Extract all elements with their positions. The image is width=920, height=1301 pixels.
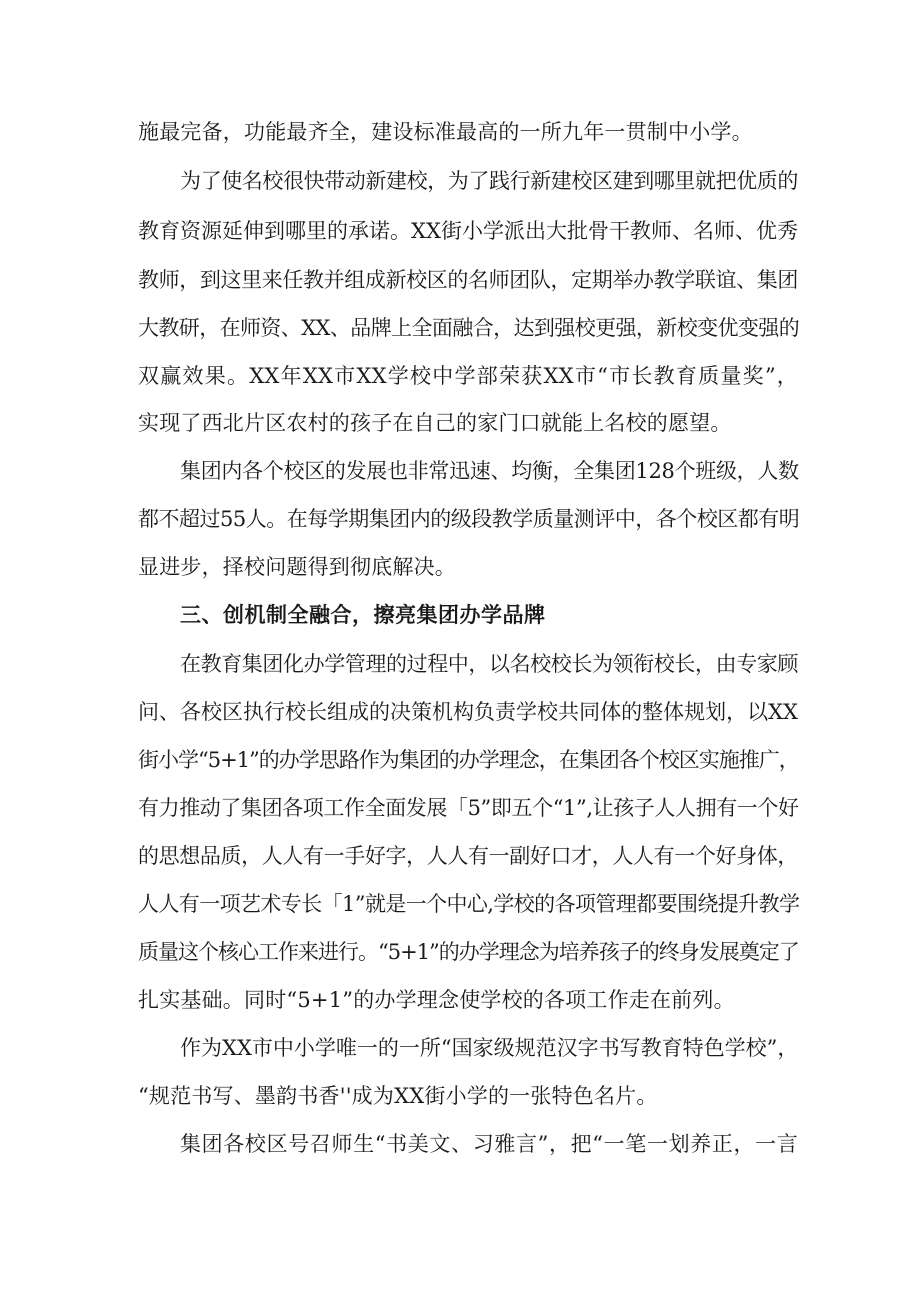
text-line: 施最完备，功能最齐全，建设标准最高的一所九年一贯制中小学。 [138,120,753,144]
text-line: 实现了西北片区农村的孩子在自己的家门口就能上名校的愿望。 [138,411,732,435]
section-heading: 三、创机制全融合，擦亮集团办学品牌 [180,603,546,627]
text-line: 显进步，择校问题得到彻底解决。 [138,555,456,579]
text-line: 质量这个核心工作来进行。“5+1”的办学理念为培养孩子的终身发展奠定了 [138,940,799,964]
paragraph-first-line: 集团各校区号召师生“书美文、习雅言”，把“一笔一划养正，一言 [180,1132,798,1156]
text-line: 的思想品质，人人有一手好字，人人有一副好口才，人人有一个好身体， [138,844,798,868]
text-line: 大教研，在师资、XX、品牌上全面融合，达到强校更强，新校变优变强的 [138,316,800,340]
text-line: 问、各校区执行校长组成的决策机构负责学校共同体的整体规划，以XX [138,700,798,724]
text-line: 有力推动了集团各项工作全面发展「5”即五个“1”,让孩子人人拥有一个好 [138,796,799,820]
text-line: “规范书写、墨韵书香''成为XX街小学的一张特色名片。 [138,1084,658,1108]
text-line: 人人有一项艺术专长「1”就是一个中心,学校的各项管理都要围绕提升教学 [138,892,800,916]
text-line: 街小学“5+1”的办学思路作为集团的办学理念，在集团各个校区实施推广， [138,748,799,772]
text-line: 都不超过55人。在每学期集团内的级段教学质量测评中，各个校区都有明 [138,507,800,531]
text-line: 扎实基础。同时“5+1”的办学理念使学校的各项工作走在前列。 [138,988,735,1012]
paragraph-first-line: 作为XX市中小学唯一的一所“国家级规范汉字书写教育特色学校”， [180,1036,799,1060]
text-line: 双赢效果。XX年XX市XX学校中学部荣获XX市“市长教育质量奖”， [138,364,798,388]
paragraph-first-line: 集团内各个校区的发展也非常迅速、均衡，全集团128个班级，人数 [180,459,799,483]
text-line: 教师，到这里来任教并组成新校区的名师团队，定期举办教学联谊、集团 [138,268,798,292]
paragraph-first-line: 在教育集团化办学管理的过程中，以名校校长为领衔校长，由专家顾 [180,652,798,676]
paragraph-first-line: 为了使名校很快带动新建校，为了践行新建校区建到哪里就把优质的 [180,169,798,193]
text-line: 教育资源延伸到哪里的承诺。XX街小学派出大批骨干教师、名师、优秀 [138,219,798,243]
